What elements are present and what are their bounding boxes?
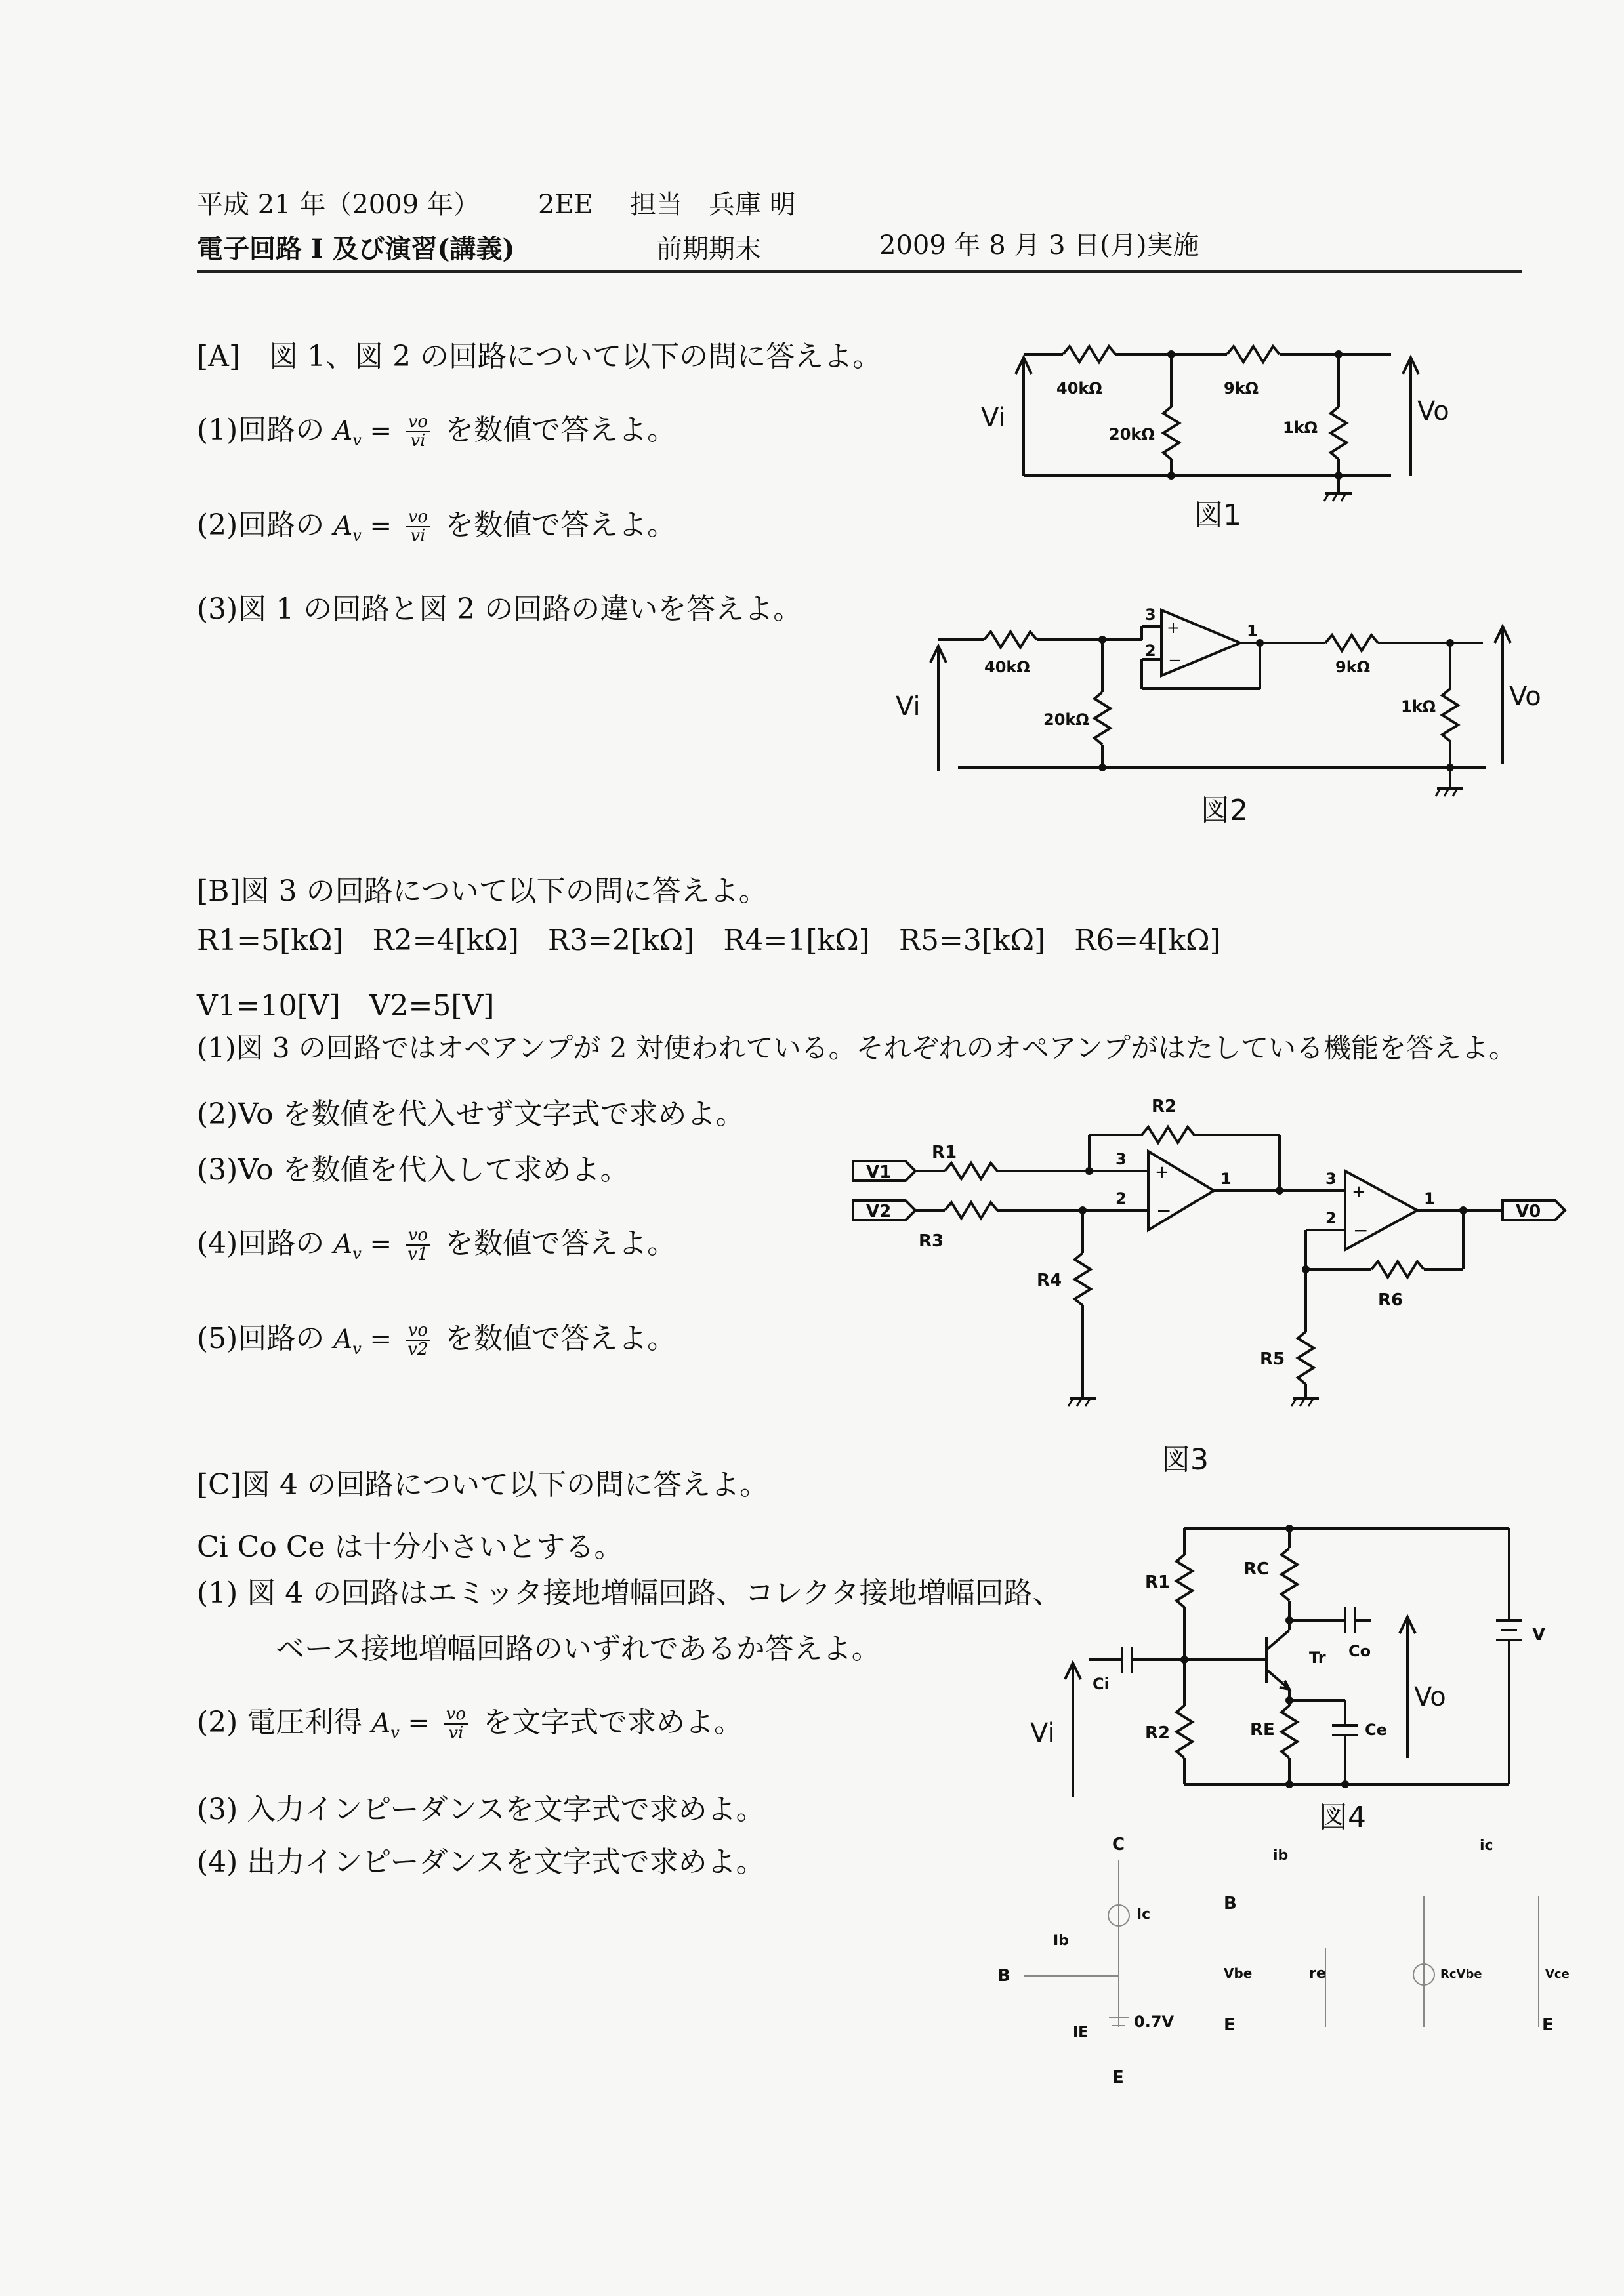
fig2-r1k: 1kΩ <box>1401 697 1436 716</box>
section-a-q2: (2)回路の $A_v$ = $\frac{vo}{vi}$ を数値で答えよ。 <box>197 507 677 546</box>
section-c-q3: (3) 入力インピーダンスを文字式で求めよ。 <box>197 1793 765 1826</box>
fig3-r4: R4 <box>1037 1271 1062 1290</box>
fig2-r20k: 20kΩ <box>1043 710 1089 729</box>
header-class: 2EE <box>538 190 593 220</box>
section-c-q4: (4) 出力インピーダンスを文字式で求めよ。 <box>197 1845 765 1879</box>
fig4-vo: Vo <box>1414 1682 1446 1712</box>
fig2-vi: Vi <box>896 691 921 722</box>
section-a-heading: [A] 図 1、図 2 の回路について以下の問に答えよ。 <box>197 340 882 373</box>
fig3-r1: R1 <box>932 1143 957 1162</box>
header-year: 平成 21 年（2009 年） <box>197 190 480 220</box>
svg-text:+: + <box>1155 1162 1169 1182</box>
fig3-r5: R5 <box>1260 1349 1285 1369</box>
svg-text:+: + <box>1167 619 1180 637</box>
figure-1-circuit <box>971 328 1449 544</box>
section-c-note: Ci Co Ce は十分小さいとする。 <box>197 1530 623 1564</box>
svg-text:−: − <box>1353 1220 1369 1241</box>
fig3-pin2b: 2 <box>1325 1209 1337 1227</box>
section-b-voltages: V1=10[V] V2=5[V] <box>197 989 495 1023</box>
fig4-co: Co <box>1348 1642 1371 1660</box>
header-term: 前期期末 <box>656 234 761 264</box>
header-rule <box>197 270 1522 273</box>
model-e2: E <box>1224 2015 1236 2035</box>
model-ib-small: ib <box>1273 1847 1289 1864</box>
section-b-q5: (5)回路の $A_v$ = $\frac{vo}{v2}$ を数値で答えよ。 <box>197 1321 677 1360</box>
fig1-vi: Vi <box>981 403 1006 433</box>
header-date: 2009 年 8 月 3 日(月)実施 <box>879 230 1199 260</box>
figure-4-circuit <box>1024 1509 1568 1850</box>
section-b-q3: (3)Vo を数値を代入して求めよ。 <box>197 1153 629 1187</box>
fig3-caption: 図3 <box>1161 1443 1209 1477</box>
fig4-ce: Ce <box>1365 1721 1387 1739</box>
fig3-pin1b: 1 <box>1424 1189 1435 1208</box>
fig3-vo: V0 <box>1516 1202 1541 1221</box>
svg-text:−: − <box>1156 1200 1172 1221</box>
transistor-model-sketch <box>984 1830 1575 2125</box>
fig3-r3: R3 <box>919 1231 944 1251</box>
section-b-q1: (1)図 3 の回路ではオペアンプが 2 対使われている。それぞれのオペアンプがはたしている機能を答えよ。 <box>197 1032 1516 1064</box>
svg-text:+: + <box>1352 1182 1366 1202</box>
model-vbe: 0.7V <box>1134 2013 1175 2031</box>
model-e3: E <box>1542 2015 1554 2035</box>
fig4-tr: Tr <box>1309 1649 1326 1667</box>
model-ic-small: ic <box>1480 1837 1493 1854</box>
header-teacher: 担当 兵庫 明 <box>630 190 796 220</box>
model-vbe-small: Vbe <box>1224 1965 1253 1981</box>
fig2-pin2: 2 <box>1145 642 1156 660</box>
fig3-pin3b: 3 <box>1325 1170 1337 1188</box>
section-b-resistors: R1=5[kΩ] R2=4[kΩ] R3=2[kΩ] R4=1[kΩ] R5=3[kΩ] R6=4[kΩ] <box>197 924 1221 957</box>
formula-vo-vi: $\frac{vo}{vi}$ <box>406 413 430 451</box>
fig1-vo: Vo <box>1417 396 1449 426</box>
section-a-q3: (3)図 1 の回路と図 2 の回路の違いを答えよ。 <box>197 592 802 626</box>
model-src: RcVbe <box>1440 1967 1482 1981</box>
fig1-r40k: 40kΩ <box>1056 379 1102 398</box>
model-b: B <box>997 1966 1010 1986</box>
fig4-rc: RC <box>1243 1559 1270 1579</box>
fig3-v2: V2 <box>866 1202 892 1221</box>
section-c-q1-line2: ベース接地増幅回路のいずれであるか答えよ。 <box>276 1632 881 1666</box>
section-a-q1: (1)回路の $A_v$ = $\frac{vo}{vi}$ を数値で答えよ。 <box>197 412 677 451</box>
fig1-r20k: 20kΩ <box>1109 425 1155 443</box>
fig4-vi: Vi <box>1030 1718 1055 1748</box>
fig4-v: V <box>1532 1625 1546 1645</box>
fig2-pin1: 1 <box>1247 622 1258 640</box>
fig4-ci: Ci <box>1093 1675 1110 1693</box>
fig1-r9k: 9kΩ <box>1224 379 1259 398</box>
fig4-r2: R2 <box>1145 1723 1171 1743</box>
fig4-re: RE <box>1250 1720 1275 1740</box>
model-ic: Ic <box>1136 1906 1151 1923</box>
figure-3-circuit <box>846 1089 1581 1483</box>
fig3-r2: R2 <box>1152 1097 1177 1117</box>
model-ib: Ib <box>1053 1933 1069 1949</box>
fig2-caption: 図2 <box>1201 794 1248 827</box>
fig2-vo: Vo <box>1509 682 1541 712</box>
fig4-caption: 図4 <box>1319 1801 1366 1834</box>
fig3-r6: R6 <box>1378 1290 1404 1310</box>
svg-text:−: − <box>1168 651 1182 670</box>
section-c-heading: [C]図 4 の回路について以下の問に答えよ。 <box>197 1468 769 1502</box>
model-c: C <box>1112 1835 1125 1855</box>
fig2-r9k: 9kΩ <box>1335 658 1371 676</box>
section-c-q1-line1: (1) 図 4 の回路はエミッタ接地増幅回路、コレクタ接地増幅回路、 <box>197 1576 1062 1610</box>
section-c-q2: (2) 電圧利得 $A_v$ = $\frac{vo}{vi}$ を文字式で求めよ。 <box>197 1704 743 1744</box>
model-ie: IE <box>1073 2024 1089 2041</box>
fig3-pin3a: 3 <box>1115 1150 1127 1168</box>
figure-2-circuit <box>886 590 1542 827</box>
model-e: E <box>1112 2068 1124 2087</box>
fig4-r1: R1 <box>1145 1572 1171 1592</box>
fig1-r1k: 1kΩ <box>1283 419 1318 437</box>
fig1-caption: 図1 <box>1194 499 1241 532</box>
header-course: 電子回路 I 及び演習(講義) <box>197 234 515 264</box>
fig3-v1: V1 <box>866 1162 892 1182</box>
fig2-r40k: 40kΩ <box>984 658 1030 676</box>
model-vce: Vce <box>1545 1967 1570 1981</box>
section-b-heading: [B]図 3 の回路について以下の問に答えよ。 <box>197 874 768 908</box>
fig3-pin1a: 1 <box>1220 1170 1232 1188</box>
section-b-q4: (4)回路の $A_v$ = $\frac{vo}{v1}$ を数値で答えよ。 <box>197 1225 677 1265</box>
fig3-pin2a: 2 <box>1115 1189 1127 1208</box>
fig2-pin3: 3 <box>1145 605 1156 624</box>
section-b-q2: (2)Vo を数値を代入せず文字式で求めよ。 <box>197 1097 745 1131</box>
model-re: re <box>1309 1965 1326 1982</box>
model-b2: B <box>1224 1894 1237 1914</box>
